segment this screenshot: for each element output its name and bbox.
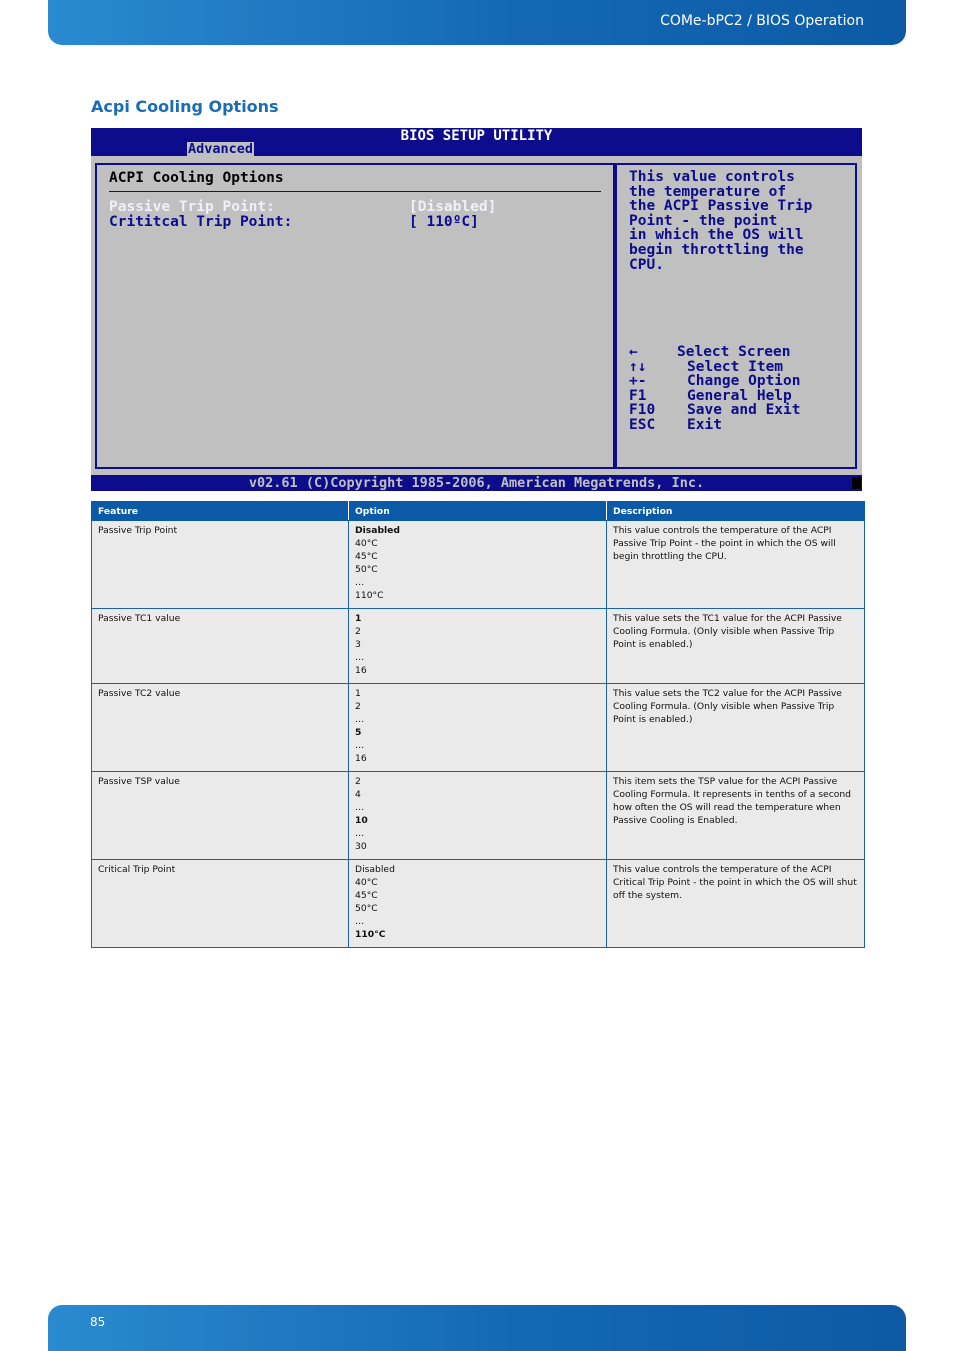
option-value: 1 [355,688,361,699]
key-label: +- [629,373,647,389]
footer-band [48,1305,906,1351]
key-label: F10 [629,402,656,418]
default-option-value: 5 [355,727,362,738]
bios-title-bar [91,128,862,156]
key-row-save-exit [629,402,801,418]
option-value: 45°C [355,551,378,562]
key-row-select-screen [629,344,791,360]
default-option-value: 10 [355,815,368,826]
help-line: the temperature of [629,183,787,200]
option-value: 50°C [355,903,378,914]
table-row [92,521,865,609]
option-value: 2 [355,776,361,787]
bios-copyright: v02.61 (C)Copyright 1985-2006, American Megatrends, Inc. [248,475,705,491]
option-cell [349,772,607,860]
bios-divider [109,191,601,192]
option-value: 2 [355,626,361,637]
option-value: … [355,714,365,725]
bios-option-passive-trip-point[interactable]: Passive Trip Point: [109,199,275,215]
header-band [48,0,906,45]
cursor-block [852,477,861,489]
key-label: F1 [629,388,647,404]
description-cell: This item sets the TSP value for the ACPI Passive Cooling Formula. It represents in tenths of a second how often the OS will read the temperature when Passive Cooling is Enabled. [607,772,865,860]
table-row [92,609,865,684]
option-value: 50°C [355,564,378,575]
key-action: General Help [687,388,792,404]
feature-cell: Critical Trip Point [92,860,349,948]
option-value: … [355,577,365,588]
option-value: … [355,828,365,839]
option-value: 110°C [355,590,384,601]
key-action: Select Item [687,359,784,375]
document-header-title: COMe-bPC2 / BIOS Operation [660,13,864,29]
option-value: 45°C [355,890,378,901]
help-line: Point - the point [629,212,778,229]
option-value: 40°C [355,538,378,549]
help-line: in which the OS will [629,227,804,244]
option-value: 4 [355,789,361,800]
option-value: … [355,916,365,927]
key-label: ESC [629,417,656,433]
key-row-exit [629,417,722,433]
key-action: Change Option [687,373,801,389]
table-body [92,521,865,948]
description-cell: This value sets the TC1 value for the ACPI Passive Cooling Formula. (Only visible when Passive Trip Point is enabled.) [607,609,865,684]
table-header-row [92,502,865,521]
table-row [92,772,865,860]
bios-help-text [629,170,849,272]
feature-cell: Passive TC1 value [92,609,349,684]
bios-title: BIOS SETUP UTILITY [400,128,553,144]
table-row [92,684,865,772]
option-value: 40°C [355,877,378,888]
option-value: 2 [355,701,361,712]
up-down-arrow-icon: ↑↓ [629,359,647,375]
bios-screenshot [91,128,862,491]
option-cell [349,860,607,948]
description-cell: This value controls the temperature of the ACPI Critical Trip Point - the point in which the OS will shut off the system. [607,860,865,948]
option-value: 30 [355,841,367,852]
default-option-value: Disabled [355,525,400,536]
left-arrow-icon: ← [629,344,638,360]
key-action: Exit [687,417,722,433]
key-row-change-option [629,373,801,389]
option-value: Disabled [355,864,395,875]
option-value: 3 [355,639,361,650]
bios-panel-heading: ACPI Cooling Options [109,170,284,186]
default-option-value: 1 [355,613,362,624]
bios-option-passive-trip-point-value[interactable]: [Disabled] [409,199,497,215]
bios-option-critical-trip-point[interactable]: Crititcal Trip Point: [109,214,293,230]
option-cell [349,684,607,772]
help-line: This value controls [629,169,795,185]
description-cell: This value controls the temperature of the ACPI Passive Trip Point - the point in which the OS will begin throttling the CPU. [607,521,865,609]
bios-tab-advanced[interactable]: Advanced [188,141,254,157]
key-action: Save and Exit [687,402,801,418]
bios-footer-bar [91,475,862,491]
section-title: Acpi Cooling Options [91,97,279,116]
bios-option-critical-trip-point-value[interactable]: [ 110ºC] [409,214,479,230]
feature-cell: Passive Trip Point [92,521,349,609]
description-cell: This value sets the TC2 value for the ACPI Passive Cooling Formula. (Only visible when Passive Trip Point is enabled.) [607,684,865,772]
option-value: 16 [355,753,367,764]
column-header-option: Option [349,502,607,521]
help-line: the ACPI Passive Trip [629,198,813,215]
table-row [92,860,865,948]
options-table [91,501,865,948]
feature-cell: Passive TSP value [92,772,349,860]
key-action: Select Screen [677,344,791,360]
feature-cell: Passive TC2 value [92,684,349,772]
column-header-description: Description [607,502,865,521]
default-option-value: 110°C [355,929,386,940]
help-line: begin throttling the [629,241,804,258]
page-number: 85 [90,1315,106,1329]
option-cell [349,609,607,684]
option-value: … [355,802,365,813]
help-line: CPU. [629,256,664,273]
option-value: 16 [355,665,367,676]
option-cell [349,521,607,609]
column-header-feature: Feature [92,502,349,521]
option-value: … [355,740,365,751]
option-value: … [355,652,365,663]
